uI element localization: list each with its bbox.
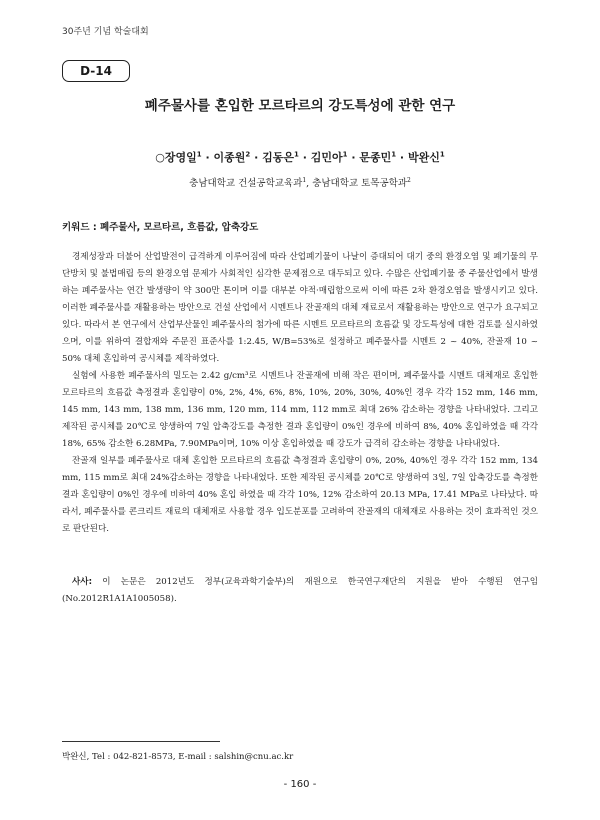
abstract-body (62, 249, 538, 538)
body-paragraph: 잔골재 일부를 폐주물사로 대체 혼입한 모르타르의 흐름값 측정결과 혼입량이 0%, 20%, 40%인 경우 각각 152 mm, 134 mm, 115 mm로 최대 24%감소하는 경향을 나타내었다. 또한 제작된 공시체를 20℃로 양생하여 3일, 7일 압축강도를 측정한 결과 혼입량이 0%인 경우에 비하여 40% 혼입 하였을 때 각각 10%, 12% 감소하여 20.13 MPa, 17.41 MPa로 나타났다. 따라서, 폐주물사를 콘크리트 재료의 대체재로 사용할 경우 입도분포를 고려하여 잔골재의 대체재로 사용하는 것이 효과적인 것으로 판단된다. (62, 456, 538, 534)
acknowledgment-text: 이 논문은 2012년도 정부(교육과학기술부)의 재원으로 한국연구재단의 지원을 받아 수행된 연구임(No.2012R1A1A1005058). (62, 577, 538, 604)
author-affil-mark: 2 (245, 150, 251, 159)
body-paragraph: 경제성장과 더불어 산업발전이 급격하게 이루어짐에 따라 산업폐기물이 나날이 증대되어 대기 중의 환경오염 및 폐기물의 무단방치 및 불법매립 등의 환경오염 문제가 사회적인 심각한 문제점으로 대두되고 있다. 수많은 산업폐기물 중 주물산업에서 발생하는 폐주물사는 연간 발생량이 약 300만 톤이며 이를 대부분 야적·매립함으로써 이에 따른 2차 환경오염을 발생시키고 있다. 이러한 폐주물사를 재활용하는 방안으로 건설 산업에서 시멘트나 잔골재의 대체 재료로서 재활용하는 방안으로 연구가 요구되고 있다. 따라서 본 연구에서 산업부산물인 폐주물사의 첨가에 따른 시멘트 모르타르의 흐름값 및 강도특성에 대한 검토를 실시하였으며, 이를 위하여 결합재와 주문진 표준사를 1:2.45, W/B=53%로 설정하고 폐주물사를 시멘트 2 ~ 40%, 잔골재 10 ~ 50% 대체 혼입하여 공시체를 제작하였다. (62, 252, 538, 364)
body-paragraph: 실험에 사용한 폐주물사의 밀도는 2.42 g/cm³로 시멘트나 잔골재에 비해 작은 편이며, 폐주물사를 시멘트 대체재로 혼입한 모르타르의 흐름값 측정결과 혼입량이 0%, 2%, 4%, 6%, 8%, 10%, 20%, 30%, 40%인 경우 각각 152 mm, 146 mm, 145 mm, 143 mm, 138 mm, 136 mm, 120 mm, 114 mm, 112 mm로 최대 26% 감소하는 경향을 나타내었다. 그리고 제작된 공시체를 20℃로 양생하여 7일 압축강도를 측정한 결과 혼입량이 0%인 경우에 비하여 8%, 40% 혼입하였을 때 각각 18%, 65% 감소한 6.28MPa, 7.90MPa이며, 10% 이상 혼입하였을 때 강도가 급격히 감소하는 경향을 나타내었다. (62, 371, 538, 449)
paper-code-badge: D-14 (62, 60, 130, 82)
author-affil-mark: 1 (391, 150, 397, 159)
author-name: 김동은 (262, 151, 294, 164)
affiliation-joiner: , (306, 178, 313, 189)
author-list (62, 149, 538, 165)
affiliations (62, 175, 538, 189)
author-separator: · (396, 151, 408, 164)
author-separator: · (201, 151, 214, 164)
corresponding-author-footnote: 박완신, Tel : 042-821-8573, E-mail : salshin@cnu.ac.kr (62, 752, 294, 762)
author-separator: · (347, 151, 360, 164)
page-number: - 160 - (283, 779, 317, 790)
author-affil-mark: 1 (196, 150, 202, 159)
author-affil-mark: 1 (294, 150, 299, 159)
author-affil-mark: 1 (342, 150, 348, 159)
author-name: 문종민 (359, 151, 392, 164)
affiliation-2-mark: 2 (407, 176, 411, 184)
author-name: 이종원 (213, 151, 246, 164)
footnote-divider (62, 741, 220, 742)
presenter-mark: ○ (155, 151, 165, 164)
conference-header: 30주년 기념 학술대회 (62, 27, 149, 37)
acknowledgment-label: 사사: (72, 577, 93, 587)
affiliation-2: 충남대학교 토목공학과 (312, 178, 407, 189)
author-separator: · (298, 151, 311, 164)
author-affil-mark: 1 (439, 150, 445, 159)
acknowledgment (62, 574, 538, 608)
author-name: 박완신 (407, 151, 440, 164)
keywords: 키워드 : 폐주물사, 모르타르, 흐름값, 압축강도 (62, 222, 259, 233)
author-name: 장영일 (164, 151, 197, 164)
author-separator: · (250, 151, 263, 164)
affiliation-1: 충남대학교 건설공학교육과 (189, 178, 303, 189)
author-name: 김민아 (310, 151, 343, 164)
paper-title: 폐주물사를 혼입한 모르타르의 강도특성에 관한 연구 (144, 98, 456, 114)
affiliation-1-mark: 1 (302, 176, 307, 184)
